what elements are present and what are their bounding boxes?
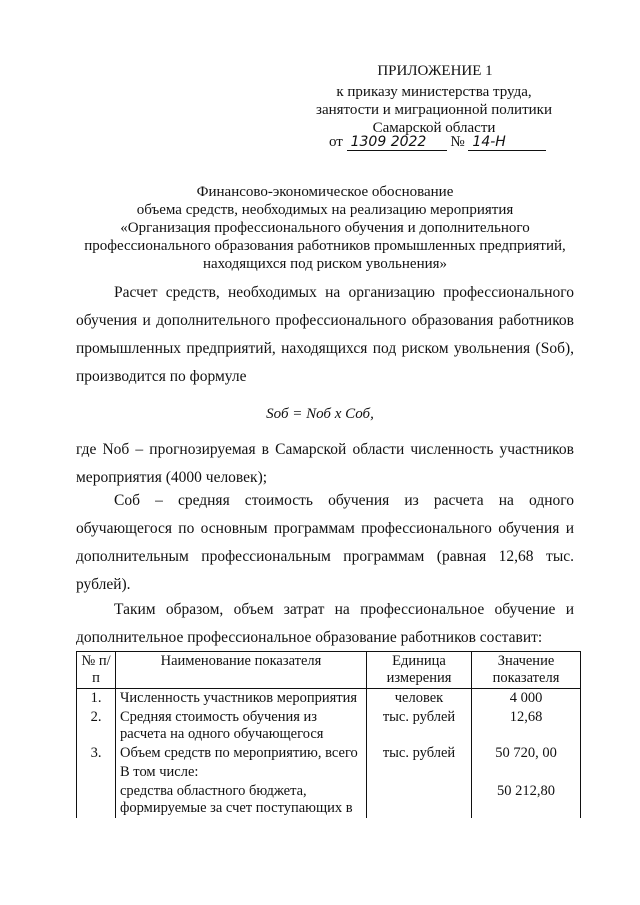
header-value: Значение показателя: [472, 652, 581, 689]
order-date: 1309 2022: [347, 134, 447, 151]
row-value: [472, 763, 581, 782]
table-row: [77, 689, 581, 709]
appendix-header: [300, 62, 530, 80]
title-line-1: Финансово-экономическое обоснование: [196, 184, 454, 200]
table-row: [77, 782, 581, 818]
row-value: 50 720, 00: [472, 744, 581, 763]
summary-paragraph: [76, 596, 574, 652]
row-name: В том числе:: [116, 763, 367, 782]
row-unit: тыс. рублей: [367, 744, 472, 763]
definition-c-text: Соб – средняя стоимость обучения из расчета на одного обучающегося по основным программам профессионального обучения и дополнительным профессиональным программам (равная 12,68 тыс. рублей).: [76, 492, 574, 593]
table-row: [77, 744, 581, 763]
from-label: от: [329, 134, 343, 150]
table-header-row: [77, 652, 581, 689]
number-sign: №: [450, 134, 465, 150]
table-row: [77, 708, 581, 744]
definition-n: [76, 436, 574, 492]
row-unit: человек: [367, 689, 472, 709]
order-date-number: [329, 134, 546, 151]
order-line-3: Самарской области: [372, 120, 496, 136]
appendix-title: ПРИЛОЖЕНИЕ 1: [377, 63, 493, 79]
document-title: [60, 183, 590, 273]
order-reference: [300, 83, 568, 137]
row-value: 12,68: [472, 708, 581, 744]
row-unit: тыс. рублей: [367, 708, 472, 744]
row-name: Средняя стоимость обучения из расчета на одного обучающегося: [116, 708, 367, 744]
summary-text: Таким образом, объем затрат на профессиональное обучение и дополнительное профессиональное образование работников составит:: [76, 601, 574, 646]
definition-c: [76, 487, 574, 599]
formula-text: Sоб = Nоб х Соб,: [266, 406, 374, 422]
formula: [0, 406, 640, 423]
header-unit: Единица измерения: [367, 652, 472, 689]
row-name: Численность участников мероприятия: [116, 689, 367, 709]
row-unit: [367, 782, 472, 818]
row-num: 3.: [77, 744, 116, 763]
cost-table: [76, 651, 581, 818]
row-num: [77, 763, 116, 782]
title-line-5: находящихся под риском увольнения»: [202, 256, 448, 272]
order-number: 14-Н: [468, 134, 546, 151]
table-row: [77, 763, 581, 782]
definition-n-text: где Nоб – прогнозируемая в Самарской области численность участников мероприятия (4000 человек);: [76, 441, 574, 486]
order-line-2: занятости и миграционной политики: [316, 102, 552, 118]
row-num: 2.: [77, 708, 116, 744]
row-unit: [367, 763, 472, 782]
row-name: Объем средств по мероприятию, всего: [116, 744, 367, 763]
calculation-text: Расчет средств, необходимых на организацию профессионального обучения и дополнительного профессионального образования работников промышленных предприятий, находящихся под риском увольнения (Sоб), производится по формуле: [76, 284, 574, 385]
row-value: 50 212,80: [472, 782, 581, 818]
title-line-4: профессионального образования работников промышленных предприятий,: [84, 238, 566, 254]
row-num: [77, 782, 116, 818]
row-value: 4 000: [472, 689, 581, 709]
order-line-1: к приказу министерства труда,: [336, 84, 532, 100]
calculation-paragraph: [76, 279, 574, 391]
title-line-3: «Организация профессионального обучения и дополнительного: [120, 220, 530, 236]
header-num: № п/п: [77, 652, 116, 689]
title-line-2: объема средств, необходимых на реализацию мероприятия: [136, 202, 514, 218]
row-num: 1.: [77, 689, 116, 709]
header-name: Наименование показателя: [116, 652, 367, 689]
row-name: средства областного бюджета, формируемые за счет поступающих в: [116, 782, 367, 818]
